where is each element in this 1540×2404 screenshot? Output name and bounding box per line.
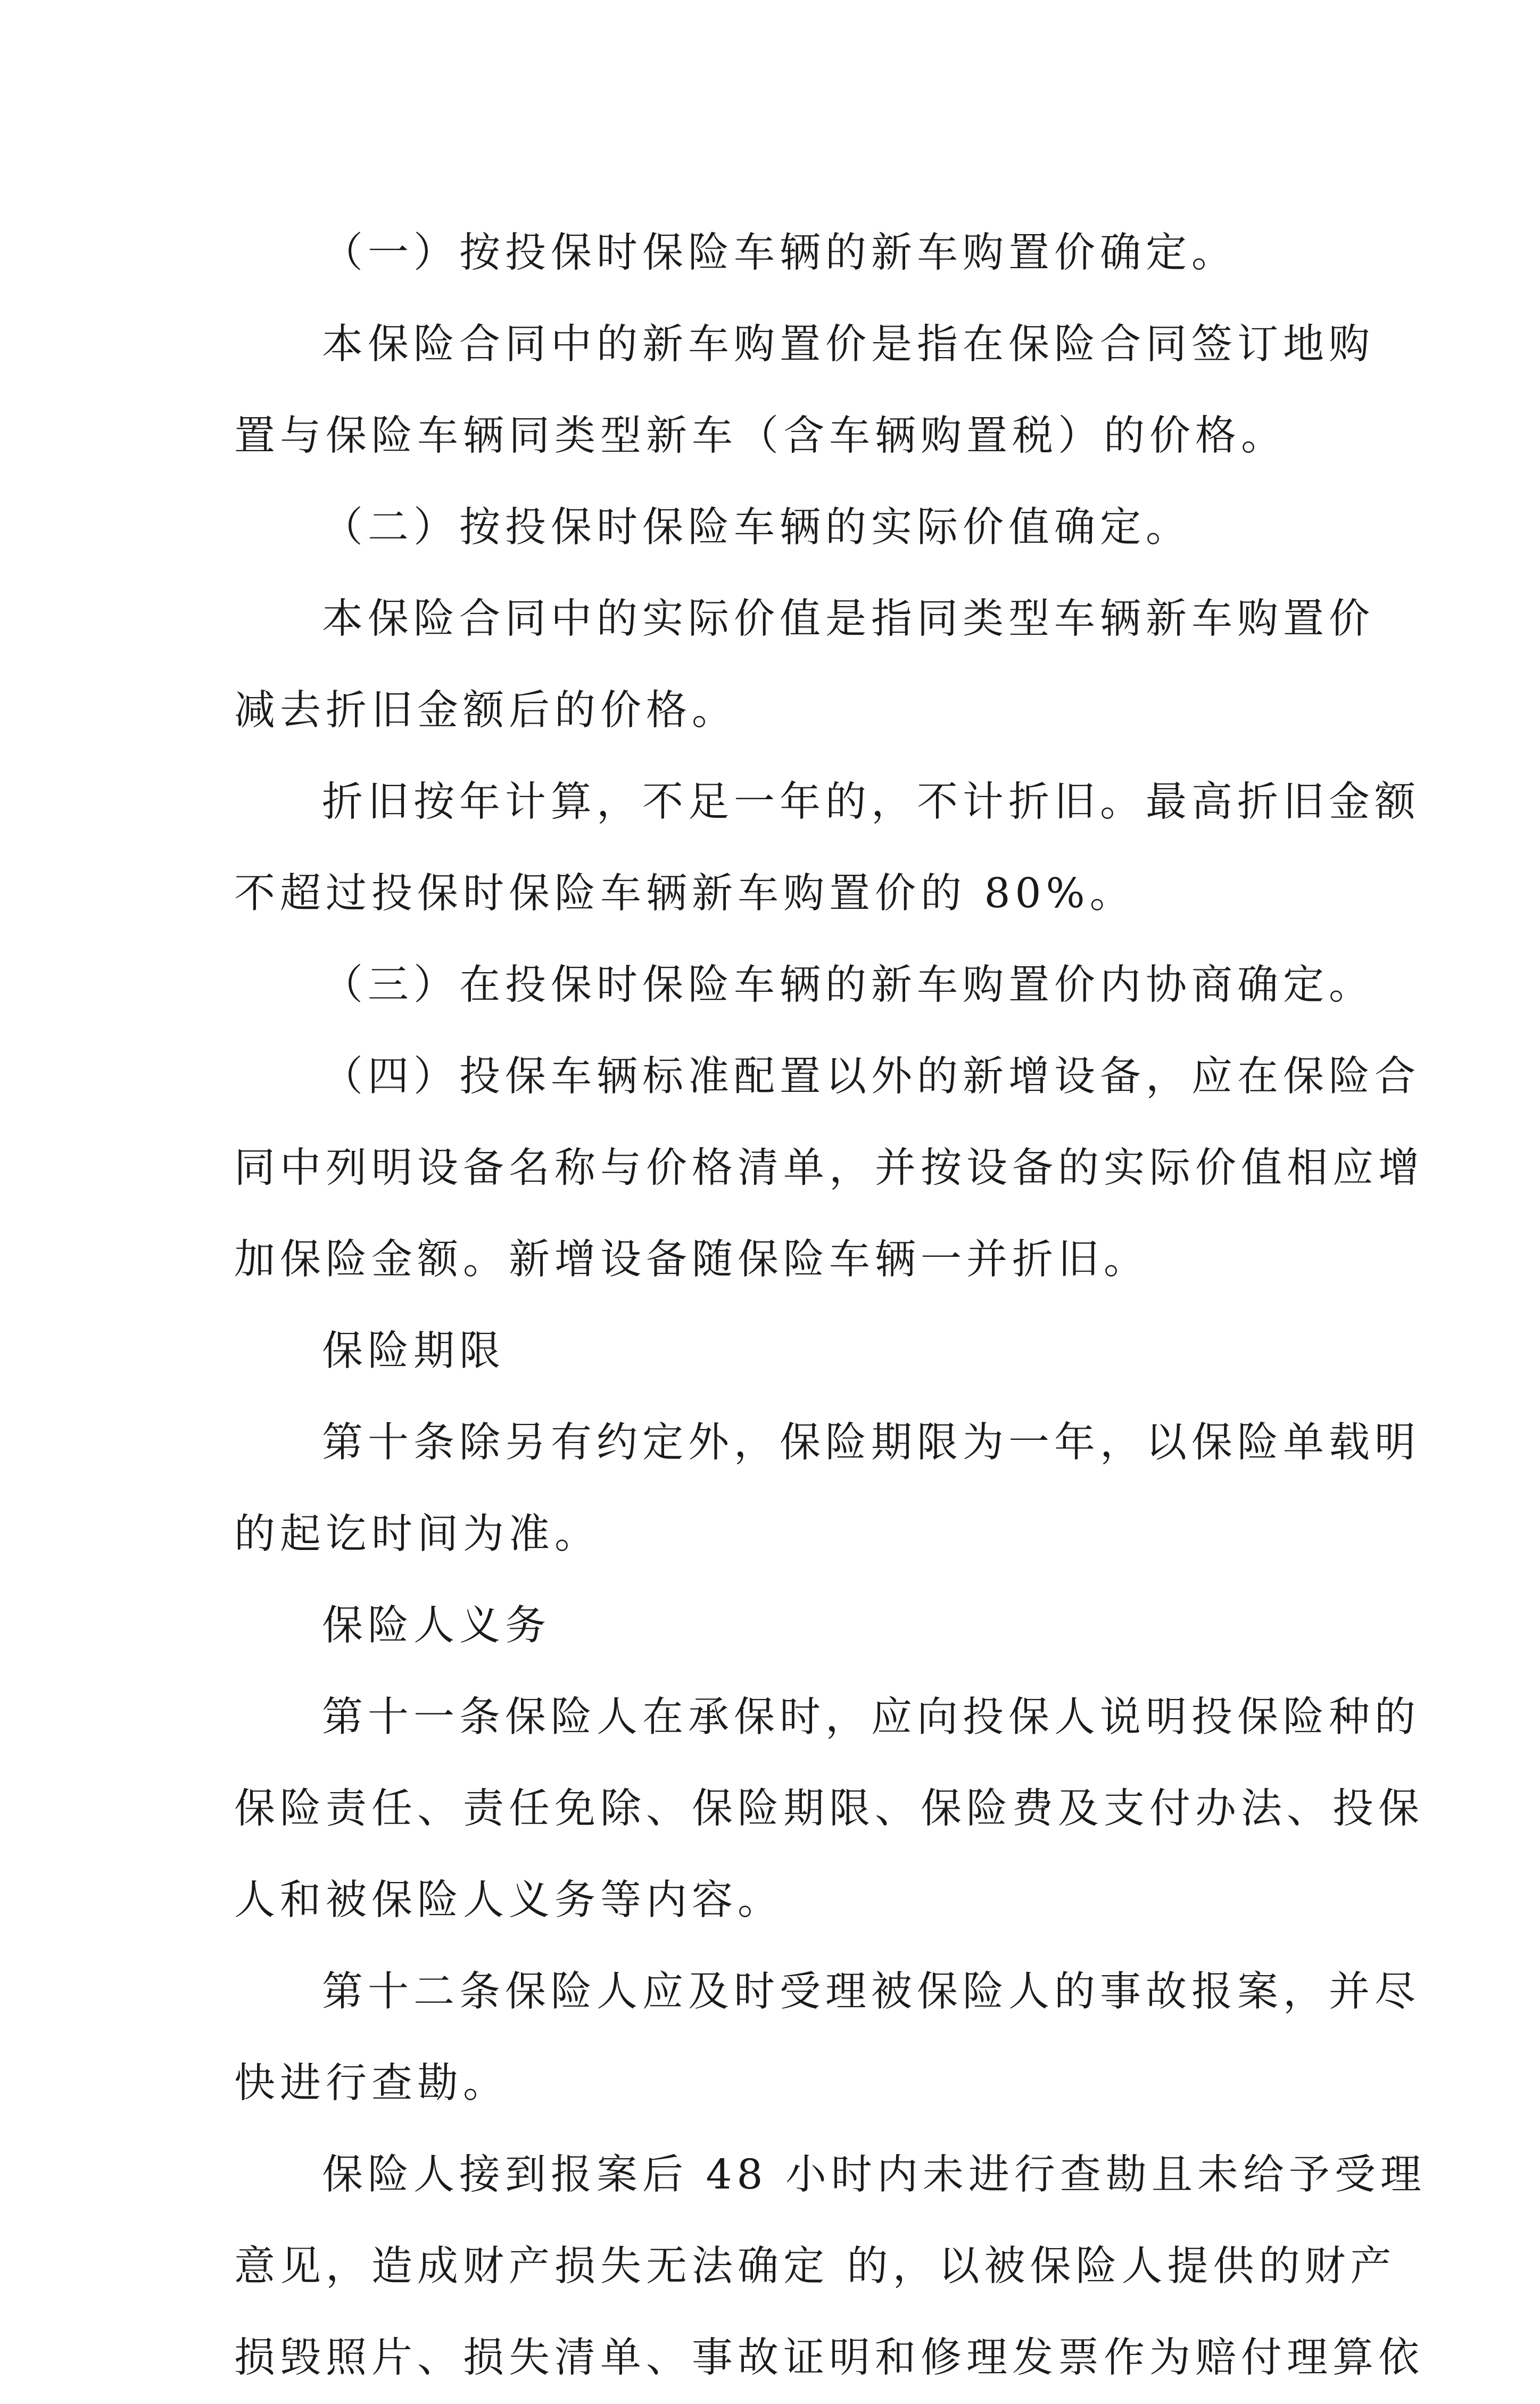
text-line: （四）投保车辆标准配置以外的新增设备，应在保险合 <box>322 1053 1420 1100</box>
text-line: （三）在投保时保险车辆的新车购置价内协商确定。 <box>322 961 1375 1009</box>
text-line: 意见，造成财产损失无法确定 的，以被保险人提供的财产 <box>234 2243 1396 2290</box>
text-line: 本保险合同中的新车购置价是指在保险合同签订地购 <box>322 321 1375 368</box>
text-line: 第十条除另有约定外，保险期限为一年，以保险单载明 <box>322 1419 1420 1466</box>
section-heading: 保险人义务 <box>322 1602 551 1649</box>
text-line: 本保险合同中的实际价值是指同类型车辆新车购置价 <box>322 595 1375 643</box>
text-line: 加保险金额。新增设备随保险车辆一并折旧。 <box>234 1236 1149 1283</box>
text-line: 同中列明设备名称与价格清单，并按设备的实际价值相应增 <box>234 1145 1424 1192</box>
text-line: 快进行查勘。 <box>234 2060 509 2107</box>
section-heading: 保险期限 <box>322 1328 505 1375</box>
text-line: 损毁照片、损失清单、事故证明和修理发票作为赔付理算依 <box>234 2334 1424 2382</box>
text-line: 人和被保险人义务等内容。 <box>234 1877 783 1924</box>
text-line: 的起讫时间为准。 <box>234 1511 600 1558</box>
text-line: 减去折旧金额后的价格。 <box>234 687 738 734</box>
text-line: （二）按投保时保险车辆的实际价值确定。 <box>322 504 1191 551</box>
text-line: 保险责任、责任免除、保险期限、保险费及支付办法、投保 <box>234 1785 1424 1833</box>
text-line: （一）按投保时保险车辆的新车购置价确定。 <box>322 229 1237 277</box>
text-line: 保险人接到报案后 48 小时内未进行查勘且未给予受理 <box>322 2151 1426 2199</box>
text-line: 第十二条保险人应及时受理被保险人的事故报案，并尽 <box>322 1968 1420 2016</box>
text-line: 不超过投保时保险车辆新车购置价的 80%。 <box>234 870 1136 917</box>
document-body <box>234 208 1426 2404</box>
text-line: 折旧按年计算，不足一年的，不计折旧。最高折旧金额 <box>322 778 1420 826</box>
text-line: 置与保险车辆同类型新车（含车辆购置税）的价格。 <box>234 412 1287 460</box>
text-line: 第十一条保险人在承保时，应向投保人说明投保险种的 <box>322 1694 1420 1741</box>
